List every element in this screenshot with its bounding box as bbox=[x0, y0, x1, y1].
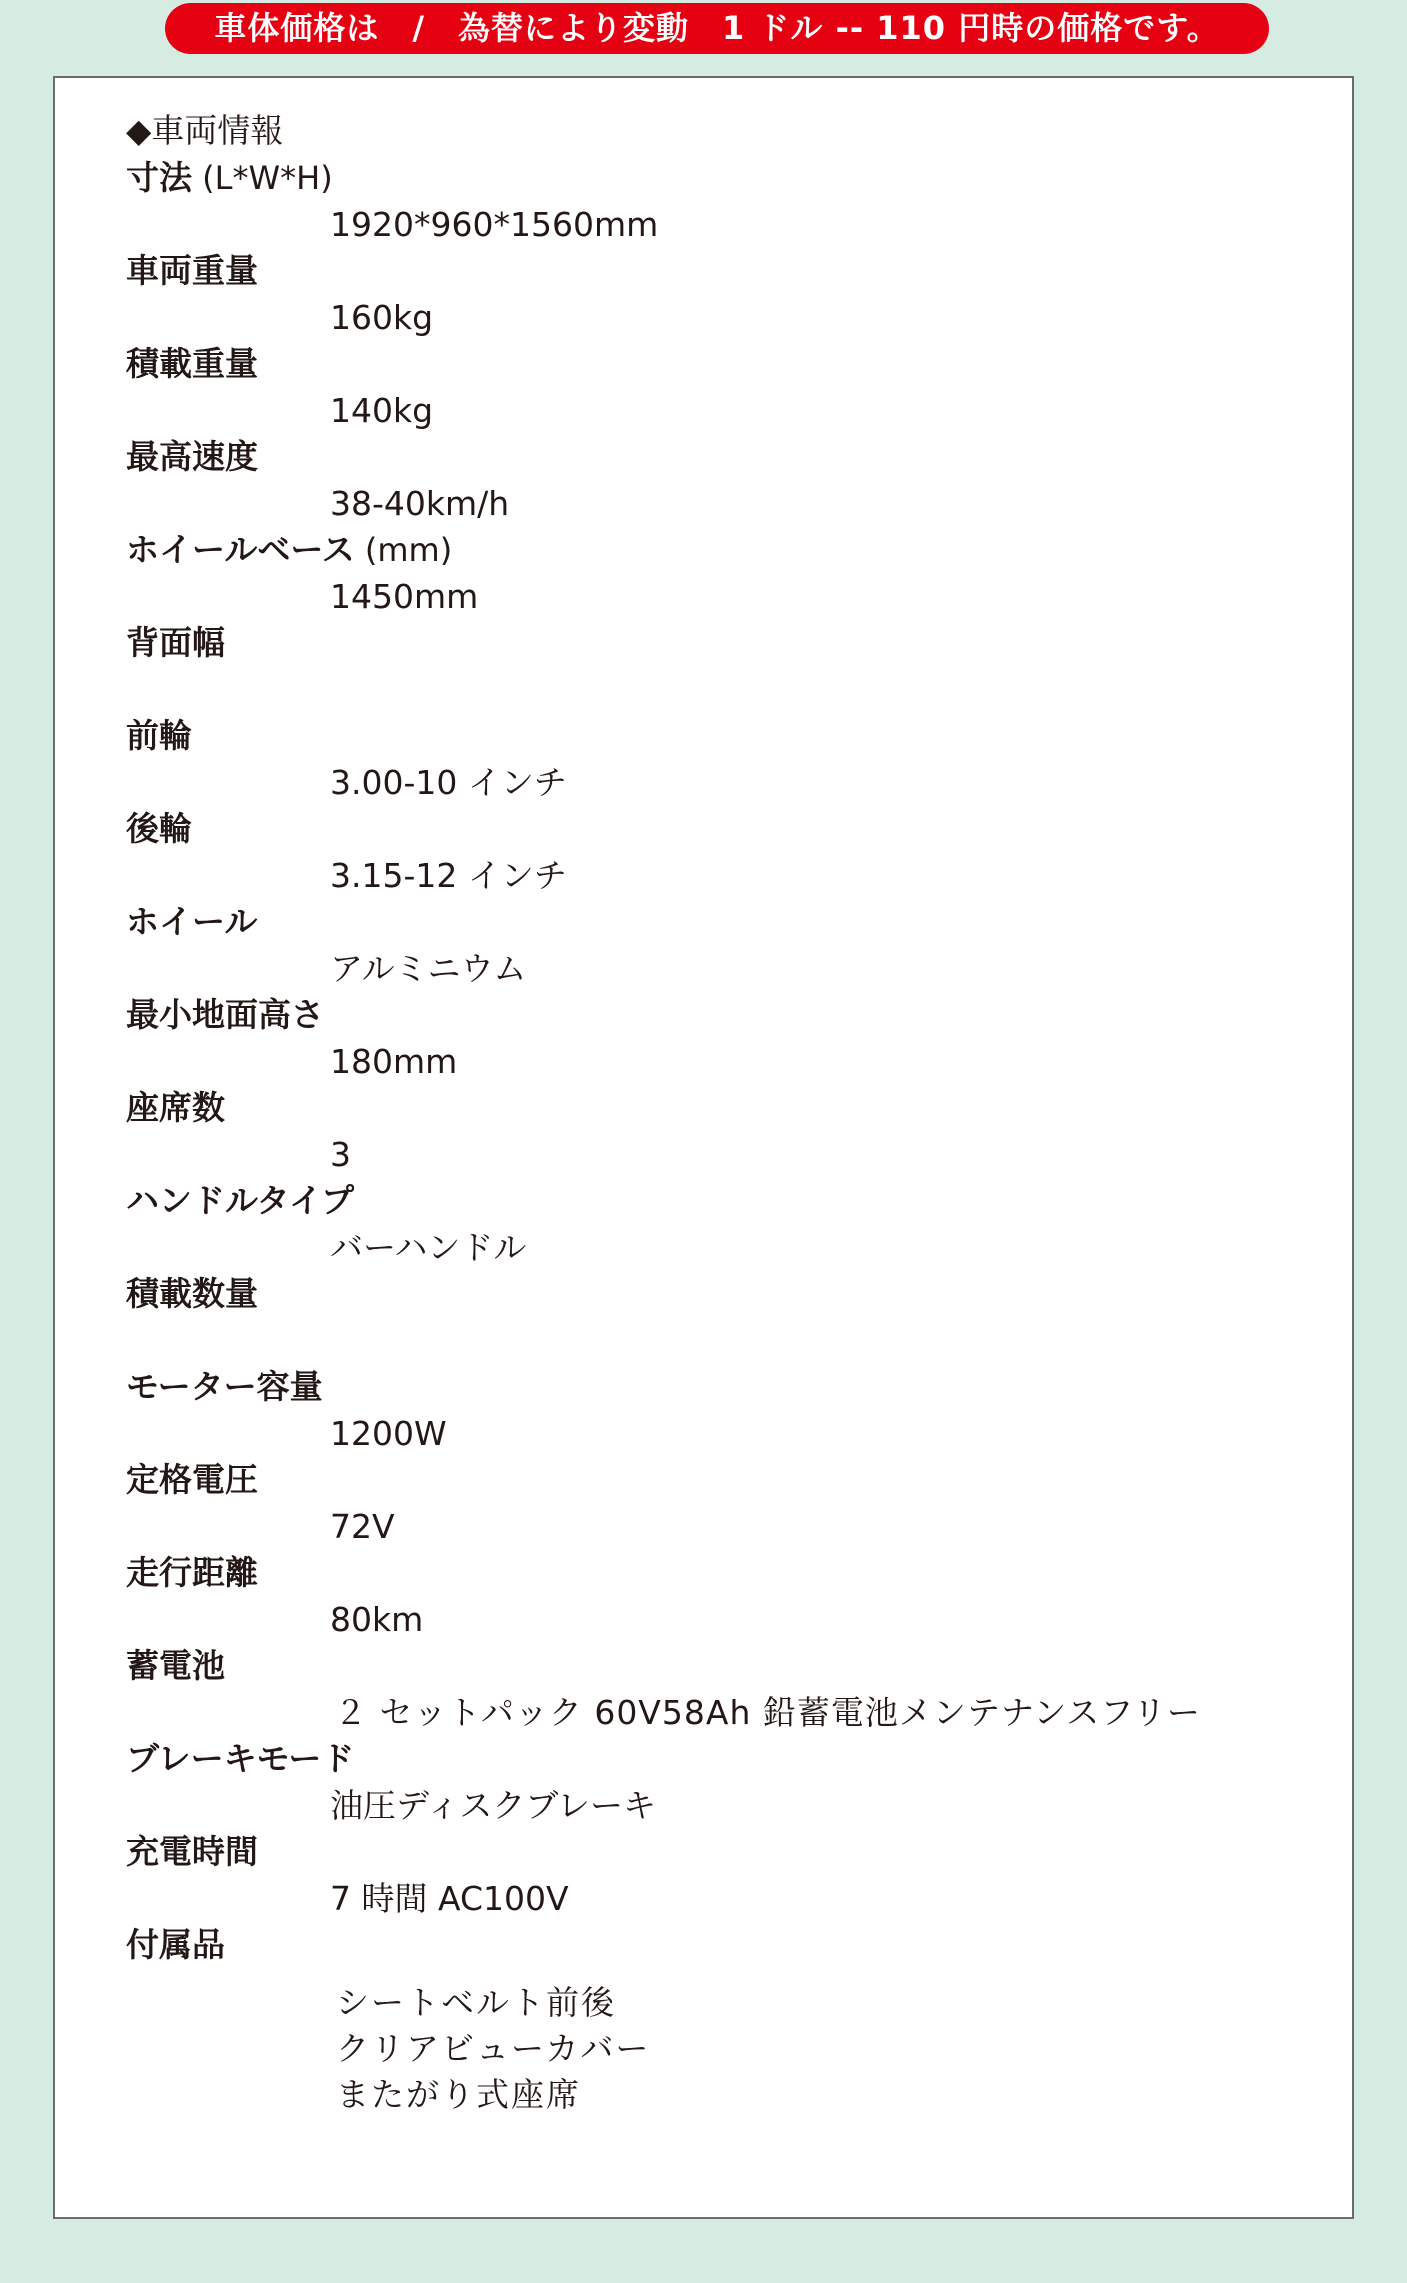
spec-value: バーハンドル bbox=[330, 1228, 527, 1267]
spec-vehicle-weight bbox=[126, 248, 1336, 341]
spec-label: 定格電圧 bbox=[126, 1460, 258, 1499]
spec-label: 座席数 bbox=[126, 1088, 225, 1127]
spec-value: 7 時間 AC100V bbox=[330, 1879, 569, 1918]
accessory-item: シートベルト前後 bbox=[336, 1983, 616, 2022]
spec-value: アルミニウム bbox=[330, 949, 527, 988]
spec-range bbox=[126, 1550, 1336, 1643]
spec-label: 後輪 bbox=[126, 809, 192, 848]
accessory-list bbox=[336, 1980, 1336, 2118]
spec-rated-voltage bbox=[126, 1457, 1336, 1550]
spec-battery bbox=[126, 1643, 1336, 1736]
spec-accessories bbox=[126, 1922, 1336, 2118]
spec-value: 3.00-10 インチ bbox=[330, 763, 567, 802]
spec-label: 最小地面高さ bbox=[126, 995, 324, 1034]
price-notice-banner: 車体価格は / 為替により変動 1 ドル -- 110 円時の価格です。 bbox=[165, 3, 1269, 54]
spec-label: 走行距離 bbox=[126, 1553, 258, 1592]
spec-label: 寸法 (L*W*H) bbox=[126, 158, 333, 197]
accessory-item: クリアビューカバー bbox=[336, 2029, 651, 2068]
spec-label: ホイールベース (mm) bbox=[126, 530, 453, 569]
spec-front-tire bbox=[126, 713, 1336, 806]
spec-label: 車両重量 bbox=[126, 251, 258, 290]
spec-value: 1450mm bbox=[330, 577, 479, 616]
spec-label: 前輪 bbox=[126, 716, 192, 755]
spec-rear-tire bbox=[126, 806, 1336, 899]
spec-label: 積載重量 bbox=[126, 344, 258, 383]
spec-value: 油圧ディスクブレーキ bbox=[330, 1786, 657, 1825]
spec-charging-time bbox=[126, 1829, 1336, 1922]
spec-value: 72V bbox=[330, 1507, 395, 1546]
accessory-item: またがり式座席 bbox=[336, 2075, 581, 2114]
spec-brake-mode bbox=[126, 1736, 1336, 1829]
spec-value: 1920*960*1560mm bbox=[330, 205, 659, 244]
spec-label: ホイール bbox=[126, 902, 258, 941]
spec-value: 3 bbox=[330, 1135, 351, 1174]
spec-value: 160kg bbox=[330, 298, 434, 337]
spec-value bbox=[330, 666, 1336, 713]
spec-label: 背面幅 bbox=[126, 623, 225, 662]
spec-value: 38-40km/h bbox=[330, 484, 510, 523]
spec-value bbox=[330, 1317, 1336, 1364]
spec-value: 3.15-12 インチ bbox=[330, 856, 567, 895]
section-heading: ◆車両情報 bbox=[126, 111, 284, 150]
spec-label: モーター容量 bbox=[126, 1367, 323, 1406]
spec-label: 充電時間 bbox=[126, 1832, 258, 1871]
spec-label: ハンドルタイプ bbox=[126, 1181, 355, 1220]
spec-value: ２ セットパック 60V58Ah 鉛蓄電池メンテナンスフリー bbox=[334, 1693, 1201, 1732]
spec-value: 80km bbox=[330, 1600, 424, 1639]
spec-rear-width bbox=[126, 620, 1336, 713]
spec-value: 1200W bbox=[330, 1414, 447, 1453]
spec-value: 180mm bbox=[330, 1042, 458, 1081]
spec-seats bbox=[126, 1085, 1336, 1178]
spec-handle-type bbox=[126, 1178, 1336, 1271]
spec-value: 140kg bbox=[330, 391, 434, 430]
spec-max-speed bbox=[126, 434, 1336, 527]
spec-ground-clearance bbox=[126, 992, 1336, 1085]
spec-label: ブレーキモード bbox=[126, 1739, 355, 1778]
spec-label: 最高速度 bbox=[126, 437, 258, 476]
spec-list bbox=[126, 155, 1336, 2118]
spec-label: 蓄電池 bbox=[126, 1646, 225, 1685]
spec-motor-capacity bbox=[126, 1364, 1336, 1457]
spec-dimensions bbox=[126, 155, 1336, 248]
spec-load-quantity bbox=[126, 1271, 1336, 1364]
spec-wheel bbox=[126, 899, 1336, 992]
spec-label: 積載数量 bbox=[126, 1274, 258, 1313]
spec-wheelbase bbox=[126, 527, 1336, 620]
spec-label: 付属品 bbox=[126, 1925, 225, 1964]
spec-load-capacity bbox=[126, 341, 1336, 434]
